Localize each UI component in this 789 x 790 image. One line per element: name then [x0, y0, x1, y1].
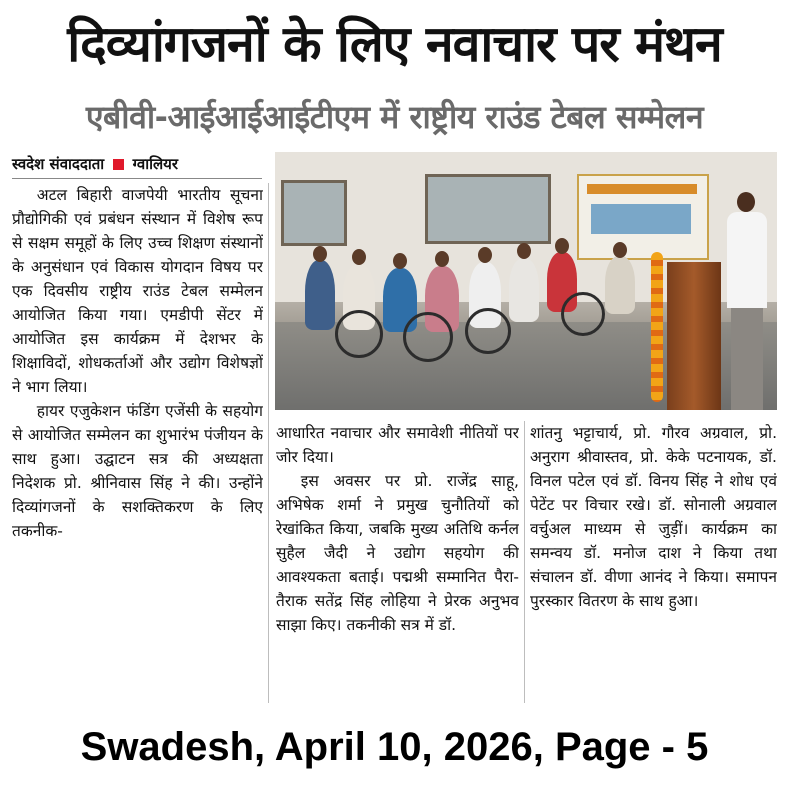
subheadline: एबीवी-आईआईआईटीएम में राष्ट्रीय राउंड टेबल सम्मेलन [85, 98, 704, 136]
marigold-garland [651, 252, 663, 402]
wheelchair-wheel [335, 310, 383, 358]
article-paragraph: आधारित नवाचार और समावेशी नीतियों पर जोर दिया। [276, 424, 519, 466]
photo-banner [577, 174, 709, 260]
article-column-1 [12, 183, 263, 705]
wheelchair-wheel [561, 292, 605, 336]
reporter-name: स्वदेश संवाददाता [12, 155, 105, 173]
speaker [725, 192, 769, 410]
article-paragraph: हायर एजुकेशन फंडिंग एजेंसी के सहयोग से आयोजित सम्मेलन का शुभारंभ पंजीयन के साथ हुआ। उद्घाटन सत्र की अध्यक्षता निदेशक प्रो. श्रीनिवास सिंह ने की। उन्होंने दिव्यांगजनों के सशक्तिकरण के लिए तकनीक- [12, 402, 263, 540]
red-square-icon [113, 159, 124, 170]
publication-footer: Swadesh, April 10, 2026, Page - 5 [80, 725, 709, 769]
conference-photo [275, 152, 777, 410]
audience-member [605, 256, 635, 314]
article-paragraph: शांतनु भट्टाचार्य, प्रो. गौरव अग्रवाल, प्रो. अनुराग श्रीवास्तव, प्रो. केके पटनायक, डॉ. विनल पटेल एवं डॉ. विनय सिंह ने शोध एवं पेटेंट पर विचार रखे। डॉ. सोनाली अग्रवाल वर्चुअल माध्यम से जुड़ीं। कार्यक्रम का समन्वय डॉ. मनोज दाश ने किया तथा संचालन डॉ. वीणा आनंद ने किया। समापन पुरस्कार वितरण के साथ हुआ। [530, 424, 777, 610]
dateline-city: ग्वालियर [132, 155, 178, 173]
photo-window [425, 174, 551, 244]
podium [667, 262, 721, 410]
article-paragraph: अटल बिहारी वाजपेयी भारतीय सूचना प्रौद्योगिकी एवं प्रबंधन संस्थान में विशेष रूप से सक्षम समूहों के लिए उच्च शिक्षण संस्थानों के अनुसंधान एवं विकास योगदान विषय पर एक दिवसीय राष्ट्रीय राउंड टेबल सम्मेलन आयोजित किया गया। एमडीपी सेंटर में आयोजित इस कार्यक्रम में देशभर के शिक्षाविदों, शोधकर्ताओं और उद्योग विशेषज्ञों ने भाग लिया। [12, 186, 263, 396]
wheelchair-wheel [465, 308, 511, 354]
column-divider [524, 421, 525, 703]
photo-window [281, 180, 347, 246]
audience-member [509, 258, 539, 322]
headline: दिव्यांगजनों के लिए नवाचार पर मंथन [67, 15, 722, 73]
byline [12, 152, 262, 176]
audience-member [305, 260, 335, 330]
article-column-2 [276, 421, 519, 705]
article-paragraph: इस अवसर पर प्रो. राजेंद्र साहू, अभिषेक शर्मा ने प्रमुख चुनौतियों को रेखांकित किया, जबकि मुख्य अतिथि कर्नल सुहैल जैदी ने उद्योग सहयोग की आवश्यकता बताई। पद्मश्री सम्मानित पैरा-तैराक सतेंद्र सिंह लोहिया ने प्रेरक अनुभव साझा किए। तकनीकी सत्र में डॉ. [276, 472, 519, 634]
article-column-3 [530, 421, 777, 705]
wheelchair-wheel [403, 312, 453, 362]
column-divider [268, 183, 269, 703]
byline-divider [12, 178, 262, 179]
